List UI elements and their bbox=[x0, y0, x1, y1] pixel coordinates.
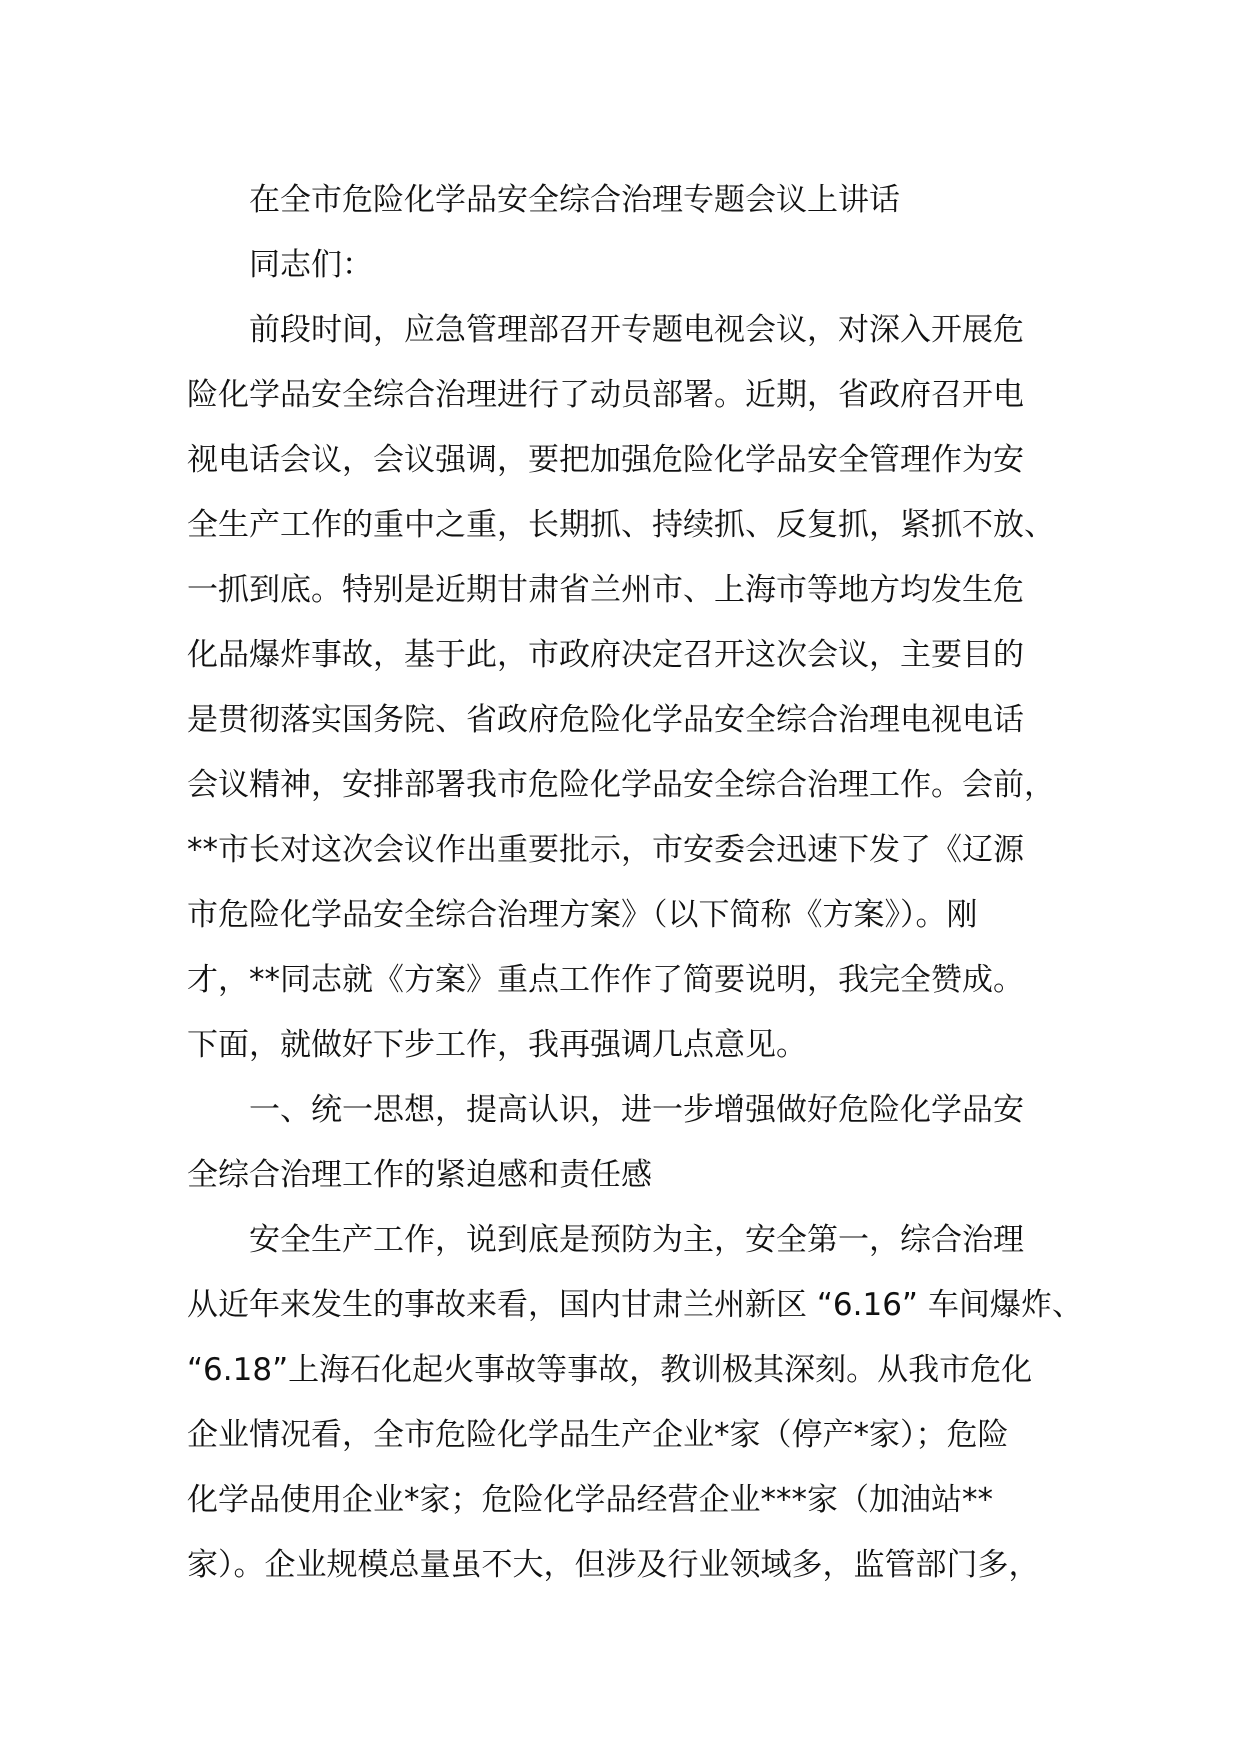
salutation: 同志们： bbox=[249, 247, 373, 283]
paragraph-line: 下面，就做好下步工作，我再强调几点意见。 bbox=[187, 1027, 807, 1063]
paragraph-line: 安全生产工作，说到底是预防为主，安全第一，综合治理 bbox=[249, 1222, 1024, 1258]
paragraph-line: 一抓到底。特别是近期甘肃省兰州市、上海市等地方均发生危 bbox=[187, 572, 1024, 608]
paragraph-line: 化品爆炸事故，基于此，市政府决定召开这次会议，主要目的 bbox=[187, 637, 1024, 673]
paragraph-line: 企业情况看，全市危险化学品生产企业*家（停产*家）；危险 bbox=[187, 1417, 1009, 1453]
paragraph-line: 会议精神，安排部署我市危险化学品安全综合治理工作。会前， bbox=[187, 767, 1055, 803]
paragraph-line: 是贯彻落实国务院、省政府危险化学品安全综合治理电视电话 bbox=[187, 702, 1024, 738]
paragraph-line: 视电话会议，会议强调，要把加强危险化学品安全管理作为安 bbox=[187, 442, 1024, 478]
paragraph-line: 家）。企业规模总量虽不大，但涉及行业领域多，监管部门多， bbox=[187, 1547, 1040, 1583]
paragraph-line: 全生产工作的重中之重，长期抓、持续抓、反复抓，紧抓不放、 bbox=[187, 507, 1055, 543]
section-heading-line: 全综合治理工作的紧迫感和责任感 bbox=[187, 1157, 652, 1193]
paragraph-line: **市长对这次会议作出重要批示，市安委会迅速下发了《辽源 bbox=[187, 832, 1024, 868]
section-heading-line: 一、统一思想，提高认识，进一步增强做好危险化学品安 bbox=[249, 1092, 1024, 1128]
paragraph-line: 市危险化学品安全综合治理方案》（以下简称《方案》）。刚 bbox=[187, 897, 978, 933]
document-title: 在全市危险化学品安全综合治理专题会议上讲话 bbox=[249, 182, 900, 218]
document-body bbox=[187, 168, 1083, 1598]
paragraph-line: 从近年来发生的事故来看，国内甘肃兰州新区 “6.16” 车间爆炸、 bbox=[187, 1287, 1083, 1323]
paragraph-line: 化学品使用企业*家；危险化学品经营企业***家（加油站** bbox=[187, 1482, 993, 1518]
paragraph-line: “6.18”上海石化起火事故等事故，教训极其深刻。从我市危化 bbox=[187, 1352, 1033, 1388]
paragraph-line: 前段时间，应急管理部召开专题电视会议，对深入开展危 bbox=[249, 312, 1024, 348]
paragraph-line: 才，**同志就《方案》重点工作作了简要说明，我完全赞成。 bbox=[187, 962, 1024, 998]
paragraph-line: 险化学品安全综合治理进行了动员部署。近期，省政府召开电 bbox=[187, 377, 1024, 413]
